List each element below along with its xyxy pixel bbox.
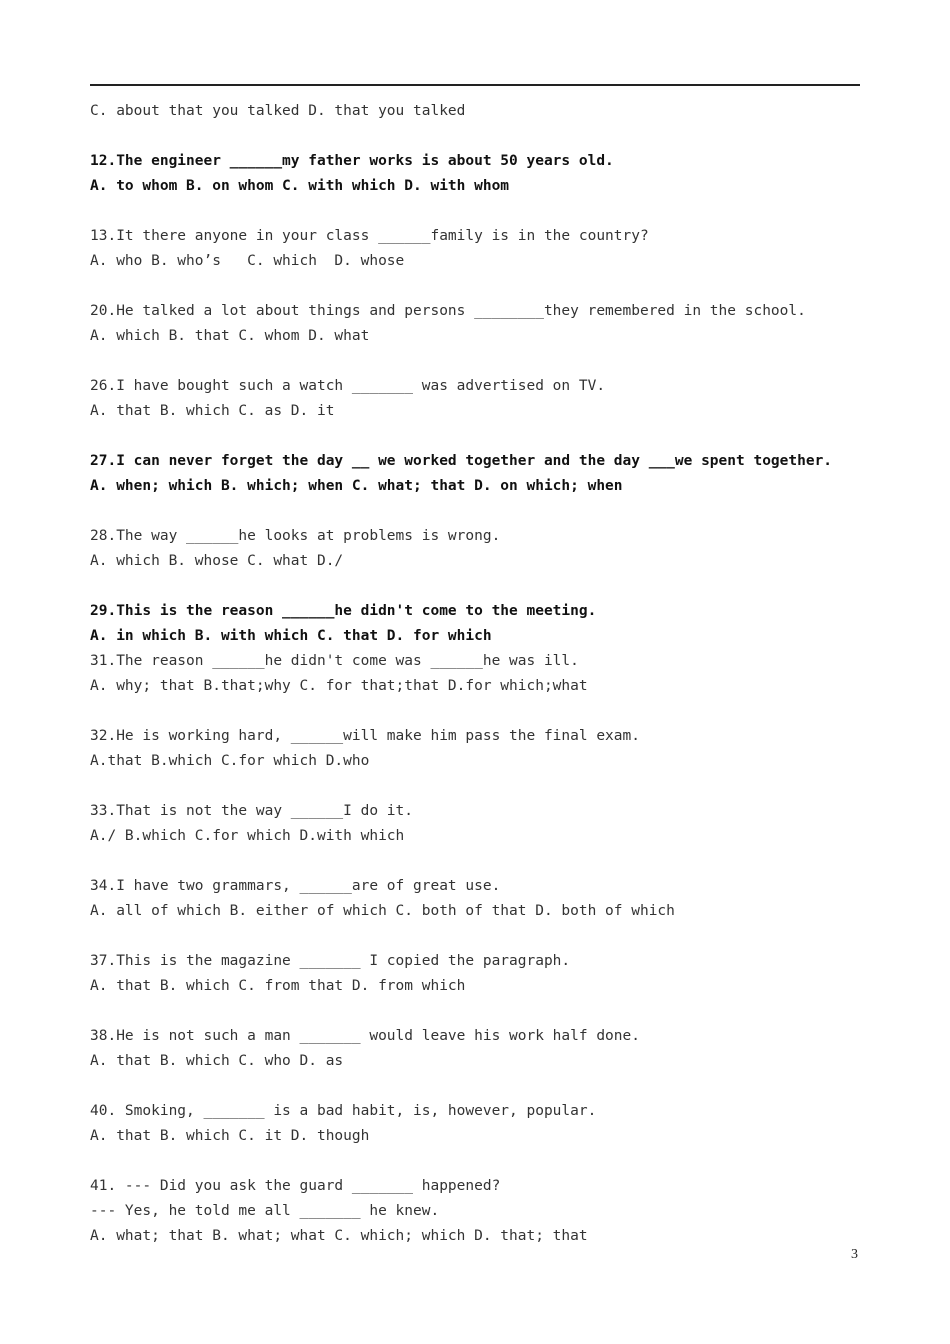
text-line: A. who B. who’s C. which D. whose — [90, 253, 405, 269]
text-line: 26.I have bought such a watch _______ was advertised on TV. — [90, 378, 606, 394]
text-line: 28.The way ______he looks at problems is wrong. — [90, 528, 501, 544]
text-line: 31.The reason ______he didn't come was ______he was ill. — [90, 653, 579, 669]
blank-line — [90, 699, 870, 724]
blank-line — [90, 999, 870, 1024]
text-line: 29.This is the reason ______he didn't come to the meeting. — [90, 603, 597, 619]
blank-line — [90, 1074, 870, 1099]
text-line: C. about that you talked D. that you talked — [90, 103, 466, 119]
page-number: 3 — [851, 1247, 858, 1262]
text-line: 33.That is not the way ______I do it. — [90, 803, 414, 819]
text-line: A. to whom B. on whom C. with which D. with whom — [90, 178, 510, 194]
blank-line — [90, 199, 870, 224]
text-line: A. which B. whose C. what D./ — [90, 553, 344, 569]
text-line: 32.He is working hard, ______will make him pass the final exam. — [90, 728, 640, 744]
text-line: A. that B. which C. from that D. from which — [90, 978, 466, 994]
text-line: 34.I have two grammars, ______are of great use. — [90, 878, 501, 894]
text-line: A. when; which B. which; when C. what; that D. on which; when — [90, 478, 623, 494]
text-line: A. why; that B.that;why C. for that;that D.for which;what — [90, 678, 588, 694]
blank-line — [90, 349, 870, 374]
exercise-content — [90, 99, 870, 1249]
text-line: 40. Smoking, _______ is a bad habit, is, however, popular. — [90, 1103, 597, 1119]
text-line: A. all of which B. either of which C. both of that D. both of which — [90, 903, 675, 919]
blank-line — [90, 499, 870, 524]
text-line: 38.He is not such a man _______ would leave his work half done. — [90, 1028, 640, 1044]
blank-line — [90, 124, 870, 149]
text-line: 20.He talked a lot about things and persons ________they remembered in the school. — [90, 303, 806, 319]
blank-line — [90, 924, 870, 949]
blank-line — [90, 424, 870, 449]
text-line: A. that B. which C. as D. it — [90, 403, 335, 419]
blank-line — [90, 274, 870, 299]
blank-line — [90, 774, 870, 799]
text-line: A.that B.which C.for which D.who — [90, 753, 370, 769]
blank-line — [90, 849, 870, 874]
text-line: A. that B. which C. it D. though — [90, 1128, 370, 1144]
text-line: A. what; that B. what; what C. which; which D. that; that — [90, 1228, 588, 1244]
text-line: 27.I can never forget the day __ we worked together and the day ___we spent together. — [90, 453, 833, 469]
text-line: 37.This is the magazine _______ I copied the paragraph. — [90, 953, 571, 969]
text-line: A. which B. that C. whom D. what — [90, 328, 370, 344]
text-line: 13.It there anyone in your class ______family is in the country? — [90, 228, 649, 244]
blank-line — [90, 1149, 870, 1174]
text-line: --- Yes, he told me all _______ he knew. — [90, 1203, 440, 1219]
text-line: 12.The engineer ______my father works is about 50 years old. — [90, 153, 614, 169]
text-line: A. that B. which C. who D. as — [90, 1053, 344, 1069]
text-line: 41. --- Did you ask the guard _______ happened? — [90, 1178, 501, 1194]
header-rule — [90, 84, 860, 86]
text-line: A. in which B. with which C. that D. for which — [90, 628, 492, 644]
blank-line — [90, 574, 870, 599]
text-line: A./ B.which C.for which D.with which — [90, 828, 405, 844]
